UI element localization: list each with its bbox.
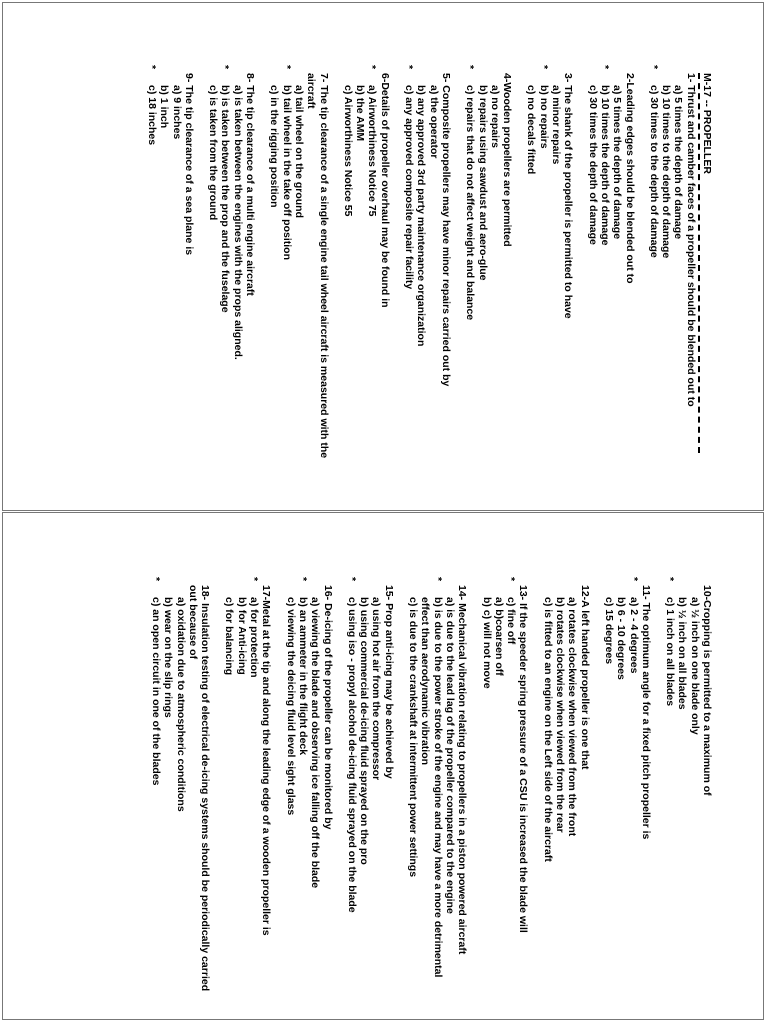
- answer-option: b) 10 times to the depth of damage: [660, 85, 673, 259]
- answer-option: a) using hot air from the compressor: [370, 597, 383, 781]
- question-block: [603, 585, 652, 1005]
- answer-options: [541, 585, 578, 1005]
- question-spacer: [211, 585, 223, 1005]
- answer-option: b) using commercial de-icing fluid sprayed on the pro: [358, 597, 371, 865]
- question-spacer: [452, 73, 464, 473]
- question-spacer: [272, 585, 284, 1005]
- slide-page-1: [2, 2, 764, 511]
- question-spacer: [195, 73, 207, 473]
- answer-option: b) repairs using sawdust and aero-glue: [476, 85, 489, 281]
- answer-option: b) ½ inch on all blades: [676, 597, 689, 710]
- answer-option-marked: * c) using iso - propyl alcohol de-icing fluid sprayed on the blade: [346, 585, 358, 1005]
- question-block: [403, 73, 452, 473]
- slide-1-content: [146, 73, 713, 473]
- answer-option-marked: * c) an open circuit in one of the blades: [150, 585, 162, 1005]
- slide-page-2: [2, 512, 764, 1020]
- answer-option: a) 5 times the depth of damage: [611, 85, 624, 240]
- question-text: 6-Details of propeller overhaul may be found in: [378, 73, 391, 308]
- question-block: [480, 585, 529, 1005]
- answer-option-marked: * b) no repairs: [537, 73, 549, 473]
- title-divider: [698, 73, 700, 453]
- question-block: [223, 585, 272, 1005]
- answer-options: [603, 585, 640, 1005]
- answer-option: b) rotates clockwise when viewed from the rear: [554, 597, 567, 833]
- answer-options: [586, 73, 623, 473]
- answer-options: [150, 585, 187, 1005]
- answer-options: [223, 585, 260, 1005]
- answer-options: [464, 73, 501, 473]
- question-block: [146, 73, 195, 473]
- question-text: 15- Prop anti-icing may be achieved by: [382, 585, 395, 779]
- question-block: [150, 585, 211, 1005]
- answer-option: c) is fitted to an engine on the Left side of the aircraft: [541, 597, 554, 862]
- question-text: 16- De-icing of the propeller can be monitored by: [321, 585, 334, 830]
- question-block: [346, 585, 395, 1005]
- answer-option: a) is taken between the engines with the props aligned.: [231, 85, 244, 360]
- answer-option: a) 9 inches: [170, 85, 183, 140]
- answer-option-marked: * a) 2 - 4 degrees: [627, 585, 639, 1005]
- question-text: 4-Wooden propellers are permitted: [501, 73, 514, 247]
- answer-option-marked: * b) tail wheel in the take off position: [280, 73, 292, 473]
- answer-option: a) viewing the blade and observing ice falling off the blade: [309, 597, 322, 889]
- answer-option: c) is due to the crankshaft at intermittent power settings: [407, 597, 420, 878]
- question-spacer: [513, 73, 525, 473]
- question-text: 13- If the speeder spring pressure of a CSU is increased the blade will: [517, 585, 530, 933]
- question-block: [664, 585, 713, 1005]
- question-spacer: [529, 585, 541, 1005]
- answer-option-marked: * c) repairs that do not affect weight and balance: [464, 73, 476, 473]
- question-spacer: [334, 585, 346, 1005]
- question-text: 14- Mechanical vibration relating to propellers in a piston powered aircraft: [456, 585, 469, 955]
- answer-option-marked: * b) is due to the power stroke of the engine and may have a more detrimental effect than aerodynamic vibration: [419, 585, 444, 1005]
- question-text: 3- The shank of the propeller is permitted to have: [562, 73, 575, 319]
- answer-option: c) for balancing: [223, 597, 236, 676]
- answer-option: b) 6 - 10 degrees: [615, 597, 628, 680]
- answer-options: [407, 585, 456, 1005]
- answer-option-marked: * a) for protection: [248, 585, 260, 1005]
- answer-option: c) no decals fitted: [525, 85, 538, 175]
- answer-option: a) b)coarsen off: [492, 597, 505, 676]
- question-spacer: [256, 73, 268, 473]
- question-spacer: [395, 585, 407, 1005]
- answer-options: [403, 73, 440, 473]
- answer-option: b) c) will not move: [480, 597, 493, 689]
- slide-2-content: [150, 585, 713, 1005]
- answer-option: a) ½ inch on one blade only: [688, 597, 701, 735]
- answer-option: c) 15 degrees: [602, 597, 615, 665]
- answer-options: [284, 585, 321, 1005]
- answer-option: c) in the rigging position: [268, 85, 281, 208]
- answer-option-marked: * c) 1 inch on all blades: [664, 585, 676, 1005]
- answer-options: [146, 73, 183, 473]
- answer-options: [525, 73, 562, 473]
- question-text: 12-A left handed propeller is one that: [578, 585, 591, 770]
- answer-option: a) minor repairs: [550, 85, 563, 165]
- answer-options: [480, 585, 517, 1005]
- answer-options: [664, 585, 701, 1005]
- answer-option-marked: * c) fine off: [505, 585, 517, 1005]
- answer-option-marked: * c) any approved composite repair facility: [403, 73, 415, 473]
- question-text: 8- The tip clearance of a multi engine aircraft: [244, 73, 257, 296]
- answer-option-marked: * b) 10 times the depth of damage: [599, 73, 611, 473]
- question-block: [541, 585, 590, 1005]
- question-block: [268, 73, 329, 473]
- question-text: 9- The tip clearance of a sea plane is: [182, 73, 195, 256]
- answer-option: c) Airworthiness Notice 55: [341, 85, 354, 217]
- answer-option: c) 30 times the depth of damage: [586, 85, 599, 245]
- answer-option: b) for Anti-icing: [235, 597, 248, 675]
- question-text: 2-Leading edges should be blended out to: [623, 73, 636, 284]
- answer-option: a) tail wheel on the ground: [292, 85, 305, 219]
- answer-option: b) wear on the slip rings: [162, 597, 175, 718]
- question-block: [464, 73, 513, 473]
- answer-option: a) 5 times the depth of damage: [672, 85, 685, 240]
- answer-option: c) is taken from the ground: [207, 85, 220, 221]
- answer-option-marked: * c) 18 inches: [146, 73, 158, 473]
- answer-option: b) any approved 3rd party maintenance organization: [415, 85, 428, 347]
- question-block: [525, 73, 574, 473]
- question-text: 7- The tip clearance of a single engine tail wheel aircraft is measured with the aircraft: [305, 73, 330, 459]
- answer-option-marked: * a) Airworthiness Notice 75: [366, 73, 378, 473]
- question-text: 11- The optimum angle for a fixed pitch propeller is: [639, 585, 652, 840]
- question-spacer: [468, 585, 480, 1005]
- question-block: [207, 73, 256, 473]
- answer-options: [346, 585, 383, 1005]
- answer-option: c) viewing the deicing fluid level sight glass: [284, 597, 297, 816]
- question-spacer: [591, 585, 603, 1005]
- question-spacer: [330, 73, 342, 473]
- answer-option: a) is due to the lead lag of the propeller compared to the engine: [443, 597, 456, 914]
- answer-option-marked: * c) 30 times to the depth of damage: [648, 73, 660, 473]
- answer-option: a) no repairs: [488, 85, 501, 149]
- answer-option: b) the AMM: [354, 85, 367, 142]
- answer-option: a) the operator: [427, 85, 440, 159]
- answer-options: [207, 73, 244, 473]
- question-block: [342, 73, 391, 473]
- answer-option: a) rotates clockwise when viewed from the front: [566, 597, 579, 837]
- question-text: 10-Cropping is permitted to a maximum of: [701, 585, 713, 796]
- question-block: [407, 585, 468, 1005]
- answer-option-marked: * b) an ammeter in the flight deck: [297, 585, 309, 1005]
- question-text: 5- Composite propellers may have minor repairs carried out by: [439, 73, 452, 387]
- question-spacer: [574, 73, 586, 473]
- question-text: 18- Insulation testing of electrical de-icing systems should be periodically carried out because of: [186, 585, 212, 992]
- answer-option: a) oxidation due to atmospheric conditions: [174, 597, 187, 812]
- question-text: 1- Thrust and camber faces of a propeller should be blended out to: [684, 73, 697, 407]
- answer-option-marked: * b) is taken between the prop and the fuselage: [219, 73, 231, 473]
- question-block: [648, 73, 697, 473]
- question-text: 17-Metal at the tip and along the leading edge of a wooden propeller is: [260, 585, 273, 936]
- answer-options: [342, 73, 379, 473]
- question-block: [284, 585, 333, 1005]
- question-spacer: [652, 585, 664, 1005]
- answer-option: b) 1 inch: [158, 85, 171, 129]
- question-spacer: [636, 73, 648, 473]
- document-title: M-17 -- PROPELLER: [701, 73, 713, 174]
- question-block: [586, 73, 635, 473]
- question-spacer: [391, 73, 403, 473]
- answer-options: [268, 73, 305, 473]
- answer-options: [648, 73, 685, 473]
